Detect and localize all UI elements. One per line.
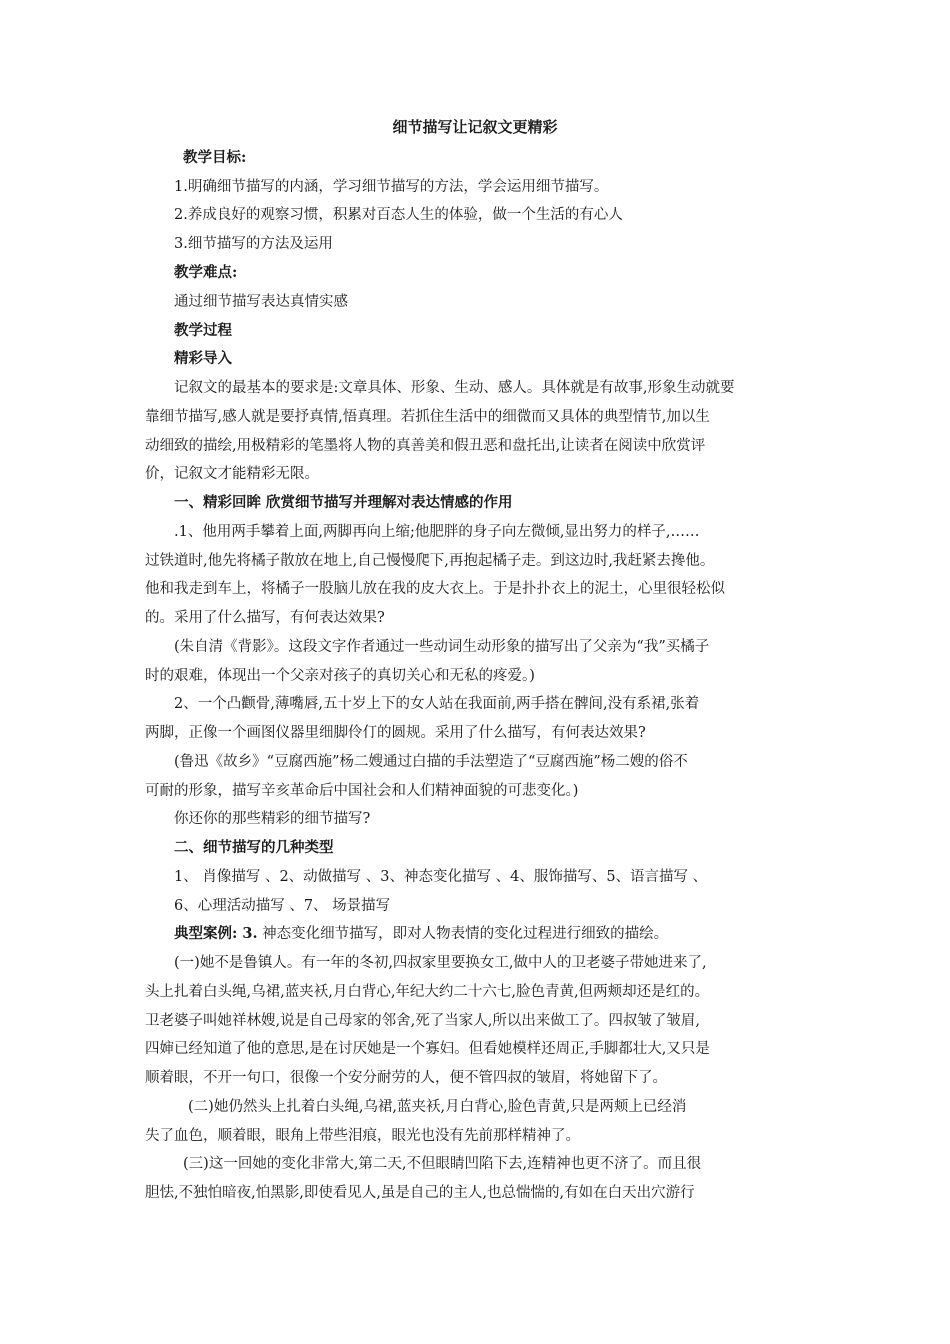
paragraph-line: .1、他用两手攀着上面,两脚再向上缩;他肥胖的身子向左微倾,显出努力的样子,…… [174, 524, 700, 540]
paragraph-line: (二)她仍然头上扎着白头绳,乌裙,蓝夹袄,月白背心,脸色青黄,只是两颊上已经消 [188, 1099, 687, 1115]
typical-case-label: 典型案例: [174, 925, 238, 942]
document-title: 细节描写让记叙文更精彩 [392, 118, 558, 136]
paragraph-line: 头上扎着白头绳,乌裙,蓝夹袄,月白背心,年纪大约二十六七,脸色青黄,但两颊却还是红的。 [145, 984, 710, 1000]
section-heading-2: 二、细节描写的几种类型 [174, 839, 334, 856]
paragraph-line: 价，记叙文才能精彩无限。 [145, 466, 319, 482]
typical-case-line [174, 923, 854, 945]
paragraph-line: (鲁迅《故乡》“豆腐西施”杨二嫂通过白描的手法塑造了“豆腐西施”杨二嫂的俗不 [174, 754, 688, 770]
paragraph-line: 动细致的描绘,用极精彩的笔墨将人物的真善美和假丑恶和盘托出,让读者在阅读中欣赏评 [145, 438, 706, 454]
heading-introduction: 精彩导入 [174, 350, 232, 367]
difficulty-text: 通过细节描写表达真情实感 [174, 294, 348, 310]
paragraph-line: (朱自清《背影》。这段文字作者通过一些动词生动形象的描写出了父亲为“我”买橘子 [174, 639, 710, 655]
paragraph-line: 他和我走到车上，将橘子一股脑儿放在我的皮大衣上。于是扑扑衣上的泥土，心里很轻松似 [145, 581, 725, 597]
section-heading-1: 一、精彩回眸 欣赏细节描写并理解对表达情感的作用 [174, 494, 513, 511]
paragraph-line: 你还你的那些精彩的细节描写? [174, 811, 371, 827]
typical-case-number: 3. [237, 925, 258, 942]
goal-2: 2.养成良好的观察习惯，积累对百态人生的体验，做一个生活的有心人 [174, 207, 623, 223]
typical-case-text: 神态变化细节描写，即对人物表情的变化过程进行细致的描绘。 [257, 926, 669, 942]
paragraph-line: (三)这一回她的变化非常大,第二天,不但眼睛凹陷下去,连精神也更不济了。而且很 [183, 1156, 702, 1172]
paragraph-line: 过铁道时,他先将橘子散放在地上,自己慢慢爬下,再抱起橘子走。到这边时,我赶紧去搀他。 [145, 553, 715, 569]
paragraph-line: 胆怯,不独怕暗夜,怕黑影,即使看见人,虽是自己的主人,也总惴惴的,有如在白天出穴游行 [145, 1185, 695, 1201]
paragraph-line: 2、一个凸颧骨,薄嘴唇,五十岁上下的女人站在我面前,两手搭在髀间,没有系裙,张着 [174, 696, 700, 712]
heading-teaching-process: 教学过程 [174, 322, 232, 339]
goal-3: 3.细节描写的方法及运用 [174, 236, 333, 252]
paragraph-line: 四婶已经知道了他的意思,是在讨厌她是一个寡妇。但看她模样还周正,手脚都壮大,又只是 [145, 1041, 710, 1057]
heading-teaching-goals: 教学目标: [183, 149, 247, 166]
paragraph-line: 靠细节描写,感人就是要抒真情,悟真理。若抓住生活中的细微而又具体的典型情节,加以生 [145, 409, 710, 425]
goal-1: 1.明确细节描写的内涵，学习细节描写的方法，学会运用细节描写。 [174, 179, 609, 195]
paragraph-line: 失了血色，顺着眼，眼角上带些泪痕，眼光也没有先前那样精神了。 [145, 1128, 580, 1144]
heading-teaching-difficulty: 教学难点: [174, 264, 238, 281]
paragraph-line: 的。采用了什么描写，有何表达效果? [145, 610, 385, 626]
paragraph-line: 卫老婆子叫她祥林嫂,说是自己母家的邻舍,死了当家人,所以出来做工了。四叔皱了皱眉, [145, 1013, 700, 1029]
paragraph-line: 可耐的形象，描写辛亥革命后中国社会和人们精神面貌的可悲变化。) [145, 783, 579, 799]
paragraph-line: 顺着眼，不开一句口，很像一个安分耐劳的人，便不管四叔的皱眉，将她留下了。 [145, 1070, 667, 1086]
paragraph-line: 1、 肖像描写 、2、动做描写 、3、神态变化描写 、4、服饰描写、5、语言描写 、 [174, 869, 708, 885]
paragraph-line: 6、心理活动描写 、7、 场景描写 [174, 898, 391, 914]
paragraph-line: 记叙文的最基本的要求是:文章具体、形象、生动、感人。具体就是有故事,形象生动就要 [174, 380, 735, 396]
paragraph-line: 两脚，正像一个画图仪器里细脚伶仃的圆规。采用了什么描写，有何表达效果? [145, 725, 646, 741]
paragraph-line: (一)她不是鲁镇人。有一年的冬初,四叔家里要换女工,做中人的卫老婆子带她进来了, [174, 955, 707, 971]
paragraph-line: 时的艰难，体现出一个父亲对孩子的真切关心和无私的疼爱。) [145, 668, 535, 684]
